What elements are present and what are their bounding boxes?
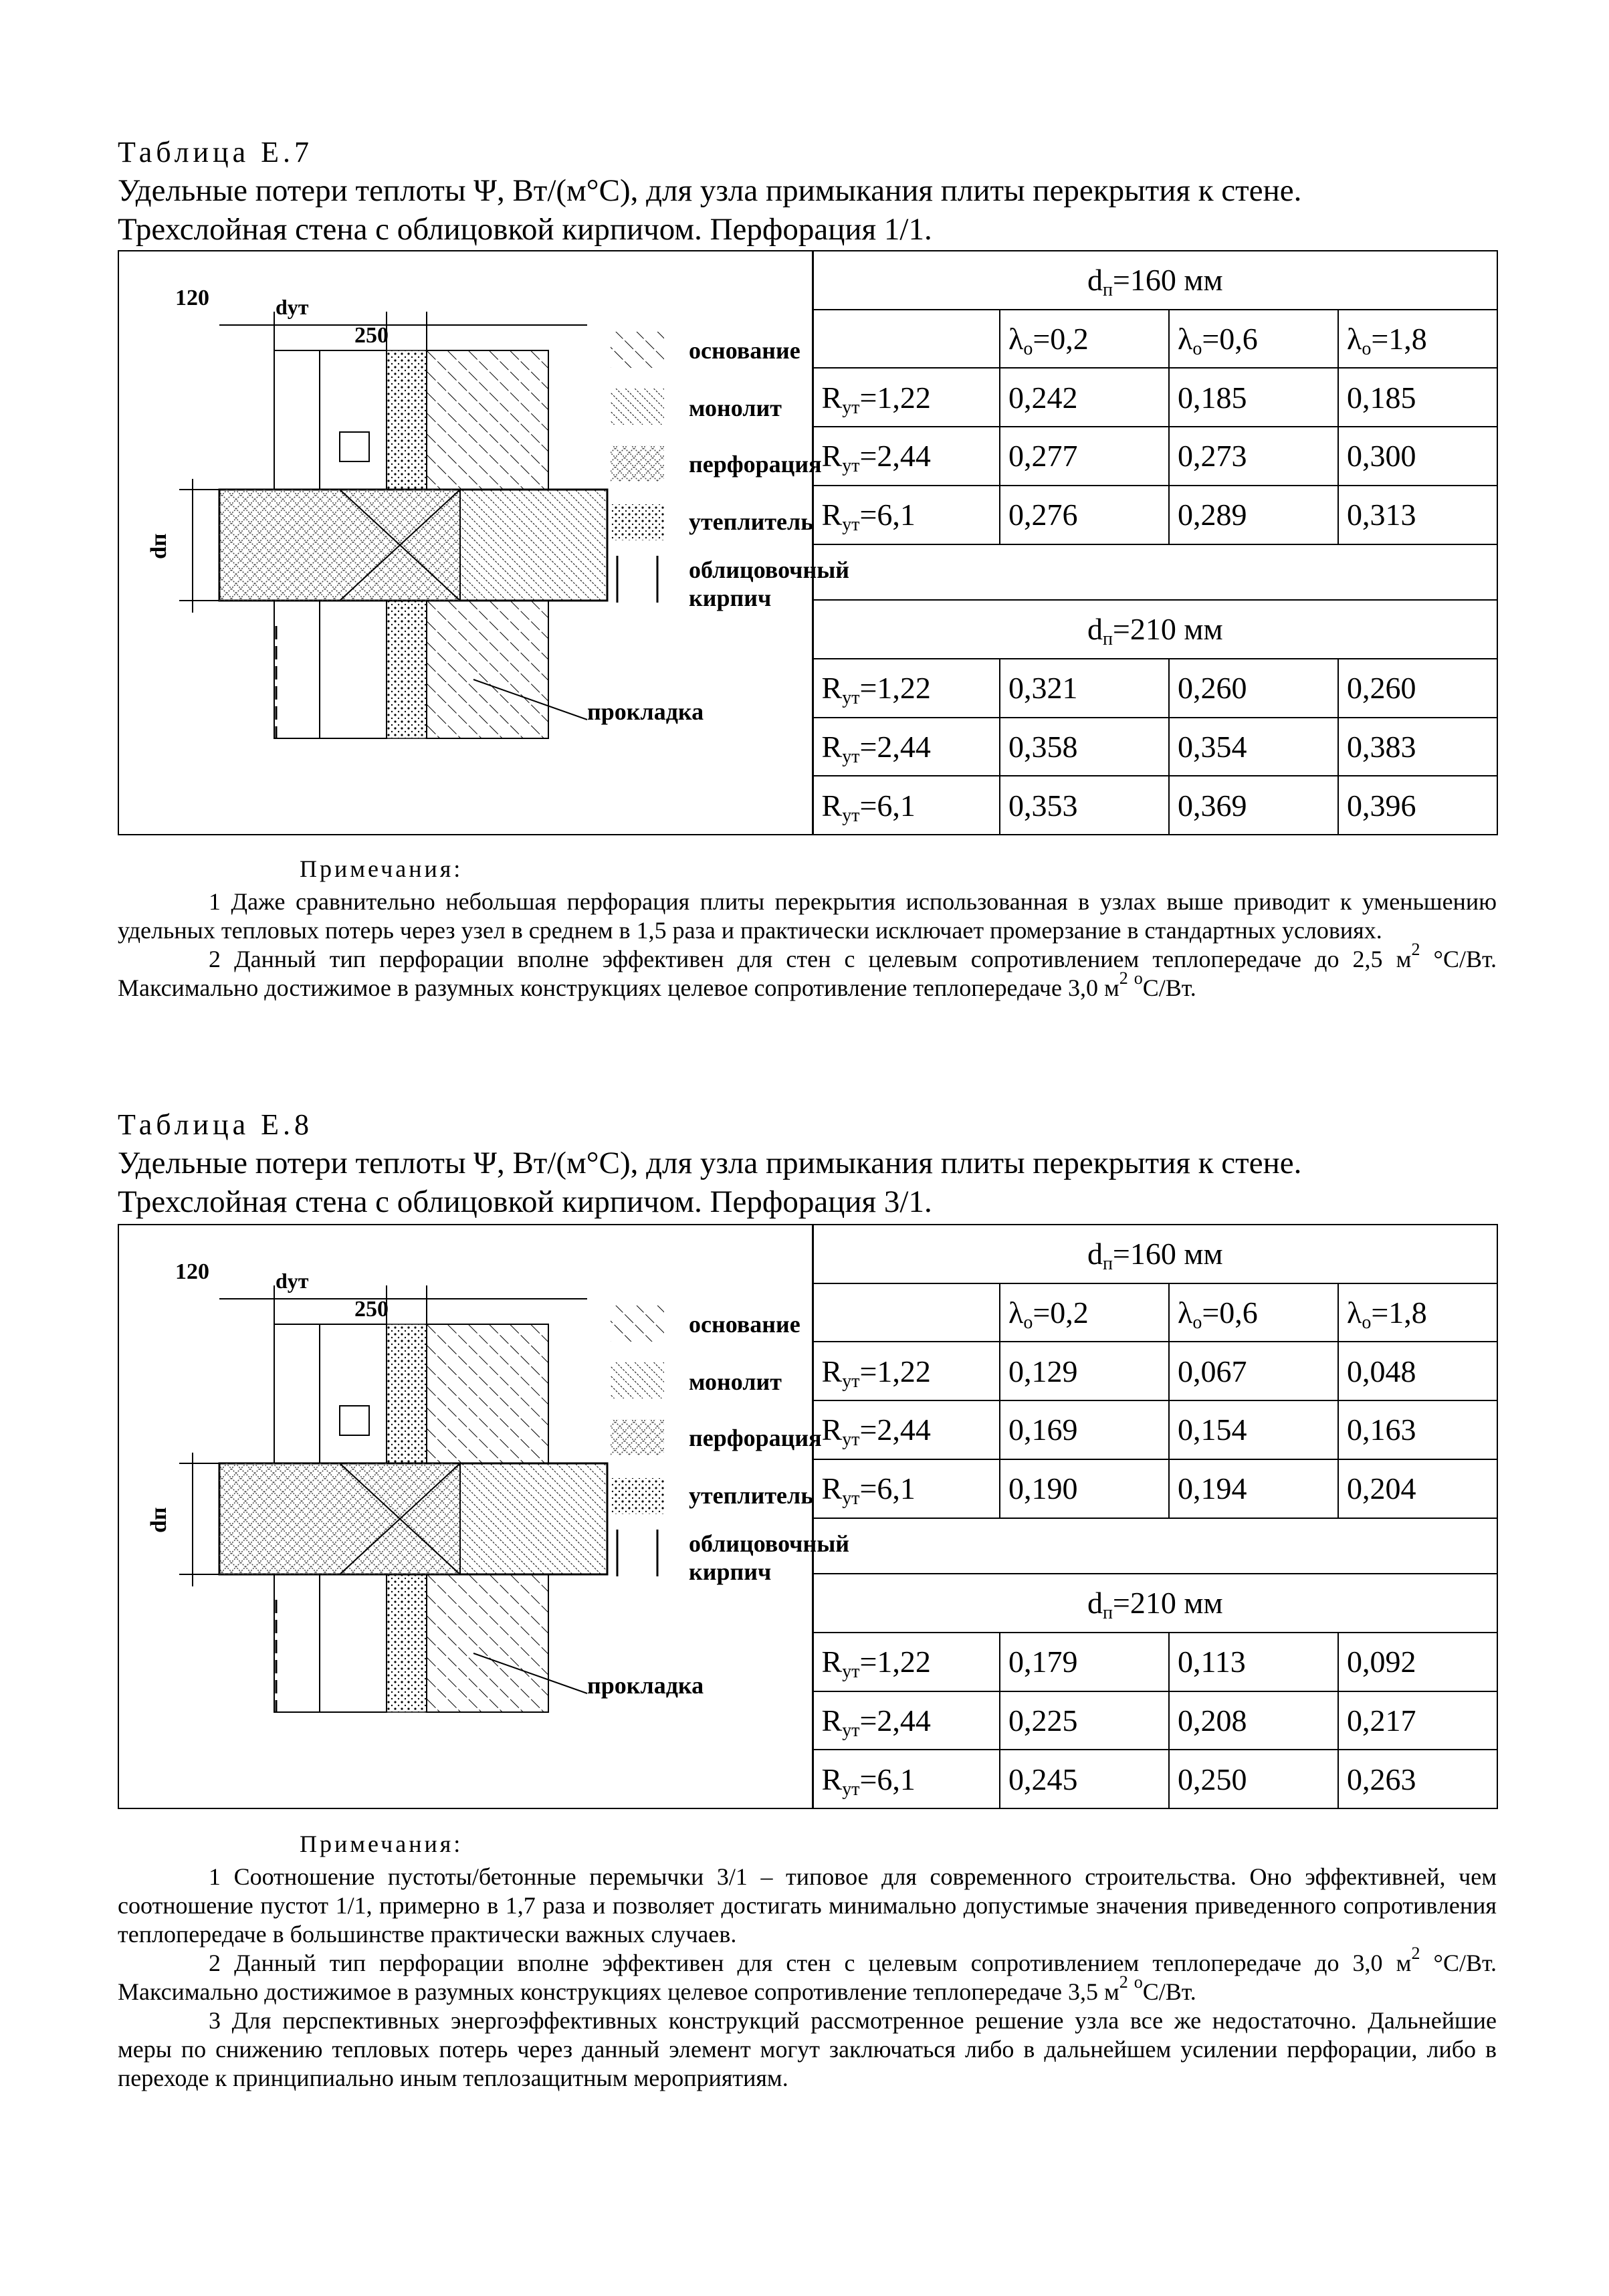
note-1: 1 Соотношение пустоты/бетонные перемычки 3/1 – типовое для современного строительства. Оно эффективней, чем соотношение пустот 1/1, примерно в 1,7 раза и позволяет достигать минимально допустимые значения приведенного сопротивления теплопередаче в большинстве практически важных случаев. [118,1863,1497,1948]
legend-brick-2: кирпич [689,585,772,611]
header-d210: $d_п=210$ мм [813,1574,1497,1633]
row-label: $R_{ут}=1,22$ [813,1342,1000,1400]
dim-dp-label: dп [146,533,171,559]
row-label: $R_{ут}=6,1$ [813,776,1000,835]
legend-monolith: монолит [689,395,782,421]
cell-value: 0,242 [1000,368,1169,427]
lambda-corner [813,310,1000,369]
spacer-row [813,544,1497,601]
row-label: $R_{ут}=1,22$ [813,368,1000,427]
table-e7-heading [118,134,1497,249]
gasket-label: прокладка [587,698,704,725]
dim-250-label: 250 [354,1297,389,1322]
row-label: $R_{ут}=2,44$ [813,718,1000,776]
row-label: $R_{ут}=6,1$ [813,1750,1000,1808]
cell-value: 0,194 [1169,1459,1338,1518]
legend-swatch-monolith [611,389,664,425]
table-e7 [118,250,1498,835]
row-label: $R_{ут}=1,22$ [813,1633,1000,1691]
cell-value: 0,396 [1338,776,1497,835]
figure-cell [118,1225,850,1808]
cell-value: 0,185 [1338,368,1497,427]
legend-insulation: утеплитель [689,1482,814,1509]
cell-value: 0,260 [1169,659,1338,718]
cell-value: 0,190 [1000,1459,1169,1518]
legend-brick-1: облицовочный [689,1530,850,1557]
gasket-label: прокладка [587,1672,704,1699]
cell-value: 0,250 [1169,1750,1338,1808]
cell-value: 0,354 [1169,718,1338,776]
row-label: $R_{ут}=6,1$ [813,486,1000,544]
cell-value: 0,163 [1338,1400,1497,1459]
cell-value: 0,276 [1000,486,1169,544]
cell-value: 0,321 [1000,659,1169,718]
cell-value: 0,048 [1338,1342,1497,1400]
cell-value: 0,277 [1000,427,1169,486]
lambda-header: $\lambda_о=0,2$ [1000,310,1169,369]
header-d210: $d_п=210$ мм [813,600,1497,659]
notes-heading: Примечания: [300,855,463,882]
wall-node-figure [119,251,850,827]
lambda-header: $\lambda_о=0,6$ [1169,310,1338,369]
legend-brick-2: кирпич [689,1558,772,1585]
note-1: 1 Даже сравнительно небольшая перфорация плиты перекрытия использованная в узлах выше приводит к уменьшению удельных тепловых потерь через узел в среднем в 1,5 раза и практически исключает промерзание в стандартных условиях. [118,888,1497,944]
header-d160: $d_п=160$ мм [813,251,1497,310]
cell-value: 0,273 [1169,427,1338,486]
notes-heading: Примечания: [300,1831,463,1857]
cell-value: 0,313 [1338,486,1497,544]
lambda-header: $\lambda_о=1,8$ [1338,1283,1497,1342]
cell-value: 0,179 [1000,1633,1169,1691]
legend-perforation: перфорация [689,1425,822,1451]
table-e8-heading [118,1106,1497,1221]
note-3: 3 Для перспективных энергоэффективных конструкций рассмотренное решение узла все же недостаточно. Дальнейшие меры по снижению тепловых потерь через данный элемент могут заключаться либо в дальнейшем усилении перфорации, либо в переходе к принципиально иным теплозащитным мероприятиям. [118,2007,1497,2091]
legend-perforation: перфорация [689,451,822,478]
header-d160: $d_п=160$ мм [813,1225,1497,1283]
lambda-header: $\lambda_о=0,2$ [1000,1283,1169,1342]
legend-swatch-insulation [611,504,664,540]
cell-value: 0,092 [1338,1633,1497,1691]
lambda-header: $\lambda_о=1,8$ [1338,310,1497,369]
legend-base: основание [689,1311,800,1338]
cell-value: 0,169 [1000,1400,1169,1459]
cell-value: 0,067 [1169,1342,1338,1400]
notes-e8 [118,1830,1497,2093]
dim-250-label: 250 [354,323,389,348]
lambda-corner [813,1283,1000,1342]
legend-swatch-base [611,332,664,368]
legend-base: основание [689,337,800,364]
row-label: $R_{ут}=2,44$ [813,1691,1000,1750]
lambda-header: $\lambda_о=0,6$ [1169,1283,1338,1342]
note-2: 2 Данный тип перфорации вполне эффективен для стен с целевым сопротивлением теплопередаче до 2,5 $м^2$ °С/Вт. Максимально достижимое в разумных конструкциях целевое сопротивление теплопередаче 3,0 $м^2$ $^о$С/Вт. [118,940,1497,1001]
legend-brick-1: облицовочный [689,556,850,583]
cell-value: 0,129 [1000,1342,1169,1400]
cell-value: 0,369 [1169,776,1338,835]
cell-value: 0,358 [1000,718,1169,776]
table-caption-line2: Трехслойная стена с облицовкой кирпичом. Перфорация 1/1. [118,212,932,247]
legend-swatch-perforation [611,445,664,482]
legend-swatch-perforation [611,1419,664,1455]
dim-120-label: 120 [175,286,209,310]
table-label: Таблица Е.8 [118,1108,314,1141]
cell-value: 0,289 [1169,486,1338,544]
dim-dp-label: dп [146,1507,171,1533]
cell-value: 0,154 [1169,1400,1338,1459]
table-caption-line1: Удельные потери теплоты Ψ, Вт/(м°С), для узла примыкания плиты перекрытия к стене. [118,1146,1302,1180]
cell-value: 0,383 [1338,718,1497,776]
row-label: $R_{ут}=6,1$ [813,1459,1000,1518]
cell-value: 0,263 [1338,1750,1497,1808]
row-label: $R_{ут}=1,22$ [813,659,1000,718]
dim-dyt-label: dут [276,1269,309,1293]
legend-swatch-base [611,1306,664,1342]
row-label: $R_{ут}=2,44$ [813,427,1000,486]
dim-dyt-label: dут [276,295,309,319]
figure-cell [118,251,850,835]
row-label: $R_{ут}=2,44$ [813,1400,1000,1459]
cell-value: 0,217 [1338,1691,1497,1750]
dim-120-label: 120 [175,1259,209,1284]
cell-value: 0,204 [1338,1459,1497,1518]
table-caption-line1: Удельные потери теплоты Ψ, Вт/(м°С), для узла примыкания плиты перекрытия к стене. [118,173,1302,208]
notes-e7 [118,855,1497,1003]
wall-node-figure [119,1225,850,1800]
table-caption-line2: Трехслойная стена с облицовкой кирпичом. Перфорация 3/1. [118,1184,932,1219]
note-2: 2 Данный тип перфорации вполне эффективен для стен с целевым сопротивлением теплопередаче до 3,0 $м^2$ °С/Вт. Максимально достижимое в разумных конструкциях целевое сопротивление теплопередаче 3,5 $м^2$ $^о$С/Вт. [118,1944,1497,2005]
legend-insulation: утеплитель [689,508,814,535]
cell-value: 0,245 [1000,1750,1169,1808]
cell-value: 0,185 [1169,368,1338,427]
table-e8 [118,1224,1498,1809]
legend-monolith: монолит [689,1368,782,1395]
cell-value: 0,113 [1169,1633,1338,1691]
cell-value: 0,208 [1169,1691,1338,1750]
cell-value: 0,225 [1000,1691,1169,1750]
cell-value: 0,353 [1000,776,1169,835]
spacer-row [813,1518,1497,1574]
legend-swatch-insulation [611,1478,664,1514]
table-label: Таблица Е.7 [118,136,314,169]
cell-value: 0,260 [1338,659,1497,718]
legend-swatch-monolith [611,1362,664,1398]
cell-value: 0,300 [1338,427,1497,486]
